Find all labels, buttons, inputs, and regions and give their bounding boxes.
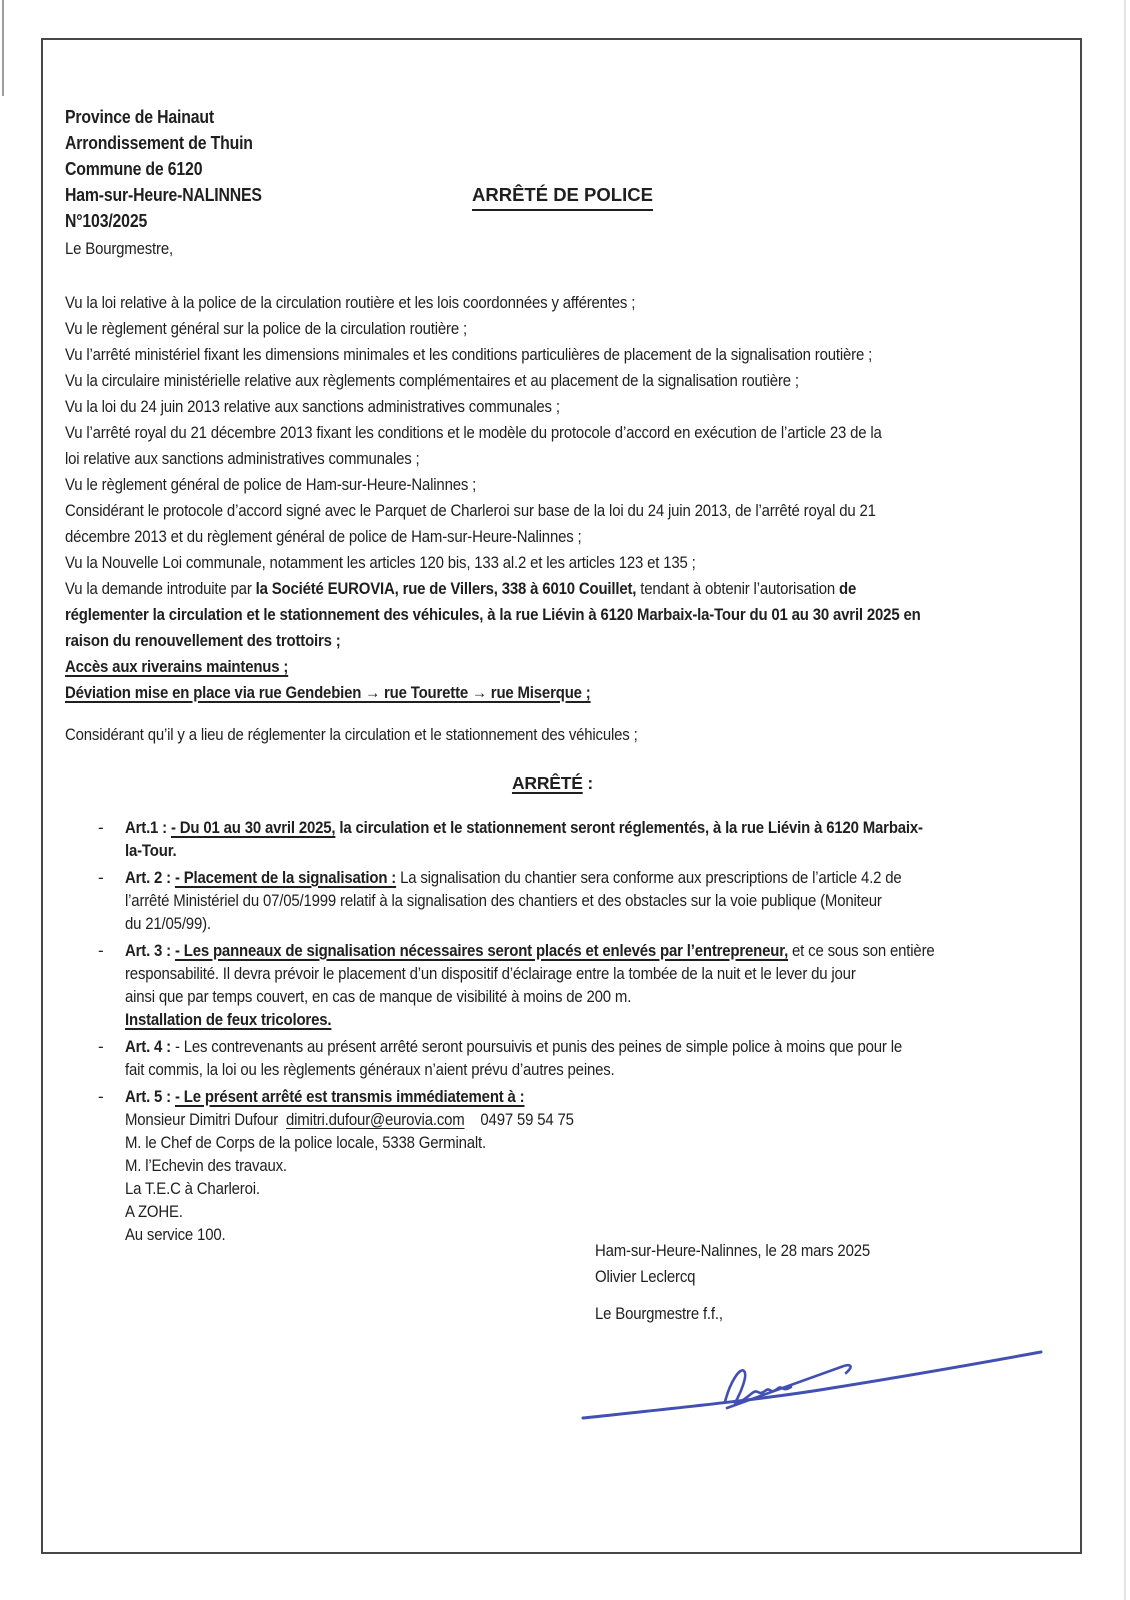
article-4-text: - Les contrevenants au présent arrêté seront poursuivis et punis des peines de simple police à moins que pour le	[174, 1037, 903, 1056]
article-2-label: Art. 2 :	[125, 868, 175, 887]
recital-line: Vu la loi du 24 juin 2013 relative aux sanctions administratives communales ;	[65, 397, 560, 416]
closing-block	[595, 1238, 908, 1327]
article-line	[125, 939, 935, 962]
access-note: Accès aux riverains maintenus ;	[65, 657, 289, 676]
traffic-lights-note: Installation de feux tricolores.	[125, 1010, 332, 1029]
recipient-name: Monsieur Dimitri Dufour	[125, 1110, 279, 1129]
letterhead-commune: Commune de 6120	[65, 159, 203, 179]
article-5-body	[125, 1085, 1040, 1246]
recital-line: Vu l’arrêté ministériel fixant les dimensions minimales et les conditions particulières de placement de la signalisation routière ;	[65, 345, 873, 364]
request-line	[65, 576, 923, 602]
article-line: fait commis, la loi ou les règlements généraux n’aient prévu d’autres peines.	[125, 1060, 615, 1079]
recital-line: Considérant le protocole d’accord signé avec le Parquet de Charleroi sur base de la loi du 24 juin 2013, de l’arrêté royal du 21	[65, 501, 876, 520]
article-line	[125, 1035, 930, 1058]
article-5-underlined: - Le présent arrêté est transmis immédiatement à :	[174, 1087, 525, 1106]
decree-heading	[65, 770, 1040, 796]
recipient-line: M. l’Echevin des travaux.	[125, 1156, 287, 1175]
recital-line: Vu l’arrêté royal du 21 décembre 2013 fixant les conditions et le modèle du protocole d’accord en exécution de l’article 23 de la	[65, 423, 882, 442]
request-bold-tail: de	[839, 579, 857, 598]
article-3-body	[125, 939, 1040, 1031]
request-company: la Société EUROVIA, rue de Villers, 338 à 6010 Couillet,	[255, 579, 637, 598]
recipient-line: Au service 100.	[125, 1225, 226, 1244]
article-line: la-Tour.	[125, 841, 177, 860]
recital-line: Vu le règlement général sur la police de la circulation routière ;	[65, 319, 467, 338]
email-link[interactable]: dimitri.dufour@eurovia.com	[285, 1110, 465, 1129]
request-line: réglementer la circulation et le stationnement des véhicules, à la rue Liévin à 6120 Marbaix-la-Tour du 01 au 30 avril 2025 en	[65, 605, 921, 624]
request-intro: Vu la demande introduite par	[65, 579, 256, 598]
article-5-label: Art. 5 :	[125, 1087, 175, 1106]
article-line	[125, 866, 930, 889]
recital-line: Vu le règlement général de police de Ham-sur-Heure-Nalinnes ;	[65, 475, 477, 494]
salutation: Le Bourgmestre,	[65, 239, 173, 258]
recital-line: décembre 2013 et du règlement général de police de Ham-sur-Heure-Nalinnes ;	[65, 527, 582, 546]
signer-role: Le Bourgmestre f.f.,	[595, 1304, 723, 1323]
article-1-underlined: - Du 01 au 30 avril 2025,	[170, 818, 336, 837]
article-3	[65, 939, 1040, 1031]
considering-clause: Considérant qu’il y a lieu de réglementer la circulation et le stationnement des véhicules ;	[65, 725, 638, 744]
document-page	[41, 38, 1082, 1554]
signer-name: Olivier Leclercq	[595, 1267, 696, 1286]
request-middle: tendant à obtenir l’autorisation	[636, 579, 840, 598]
recipient-line	[125, 1108, 930, 1131]
detour-note-line	[65, 680, 923, 706]
letterhead	[65, 104, 1040, 234]
decree-number: N°103/2025	[65, 211, 148, 231]
recipient-phone: 0497 59 54 75	[480, 1110, 574, 1129]
recital-line: Vu la circulaire ministérielle relative aux règlements complémentaires et au placement de la signalisation routière ;	[65, 371, 799, 390]
article-1-label: Art.1 :	[125, 818, 171, 837]
article-bullet: -	[98, 868, 104, 887]
article-2-underlined: - Placement de la signalisation :	[174, 868, 397, 887]
letterhead-province: Province de Hainaut	[65, 107, 214, 127]
article-3-text: et ce sous son entière	[788, 941, 935, 960]
letterhead-arrondissement: Arrondissement de Thuin	[65, 133, 253, 153]
recital-line: loi relative aux sanctions administratives communales ;	[65, 449, 420, 468]
recipient-line: La T.E.C à Charleroi.	[125, 1179, 260, 1198]
article-4-label: Art. 4 :	[125, 1037, 175, 1056]
article-2	[65, 866, 1040, 935]
article-bullet: -	[98, 941, 104, 960]
article-1	[65, 816, 1040, 862]
article-4	[65, 1035, 1040, 1081]
article-1-body	[125, 816, 1040, 862]
article-line: l’arrêté Ministériel du 07/05/1999 relatif à la signalisation des chantiers et des obstacles sur la voie publique (Moniteur	[125, 891, 882, 910]
article-1-text: la circulation et le stationnement seront réglementés, à la rue Liévin à 6120 Marbaix-	[335, 818, 923, 837]
place-and-date: Ham-sur-Heure-Nalinnes, le 28 mars 2025	[595, 1241, 870, 1260]
article-line	[125, 816, 930, 839]
article-3-label: Art. 3 :	[125, 941, 175, 960]
decree-heading-colon: :	[582, 773, 594, 793]
detour-note: Déviation mise en place via rue Gendebien → rue Tourette → rue Miserque ;	[65, 683, 591, 702]
article-bullet: -	[98, 818, 104, 837]
recitals-section	[65, 290, 1040, 706]
article-line: responsabilité. Il devra prévoir le placement d’un dispositif d’éclairage entre la tombée de la nuit et le lever du jour	[125, 964, 856, 983]
scan-edge-artifact-left	[2, 0, 4, 96]
article-line: du 21/05/99).	[125, 914, 211, 933]
article-bullet: -	[98, 1037, 104, 1056]
signature-stroke-main	[583, 1352, 1041, 1418]
article-3-underlined: - Les panneaux de signalisation nécessaires seront placés et enlevés par l’entrepreneur,	[174, 941, 789, 960]
document-title: ARRÊTÉ DE POLICE	[472, 182, 653, 211]
recital-line: Vu la Nouvelle Loi communale, notamment les articles 120 bis, 133 al.2 et les articles 123 et 135 ;	[65, 553, 696, 572]
article-2-body	[125, 866, 1040, 935]
article-4-body	[125, 1035, 1040, 1081]
article-line	[125, 1085, 930, 1108]
handwritten-signature	[577, 1336, 1047, 1426]
article-line: ainsi que par temps couvert, en cas de manque de visibilité à moins de 200 m.	[125, 987, 632, 1006]
access-note-line	[65, 654, 923, 680]
article-5	[65, 1085, 1040, 1246]
recipient-line: A ZOHE.	[125, 1202, 183, 1221]
document-content	[43, 40, 1080, 1552]
decree-heading-word: ARRÊTÉ	[511, 773, 583, 793]
scan-edge-artifact-right	[1124, 0, 1126, 1600]
request-line: raison du renouvellement des trottoirs ;	[65, 631, 341, 650]
article-2-text: La signalisation du chantier sera conforme aux prescriptions de l’article 4.2 de	[396, 868, 902, 887]
articles-section	[65, 816, 1040, 1246]
letterhead-commune-name: Ham-sur-Heure-NALINNES	[65, 185, 262, 205]
article-bullet: -	[98, 1087, 104, 1106]
recital-line: Vu la loi relative à la police de la circulation routière et les lois coordonnées y afférentes ;	[65, 293, 636, 312]
recipient-line: M. le Chef de Corps de la police locale, 5338 Germinalt.	[125, 1133, 487, 1152]
